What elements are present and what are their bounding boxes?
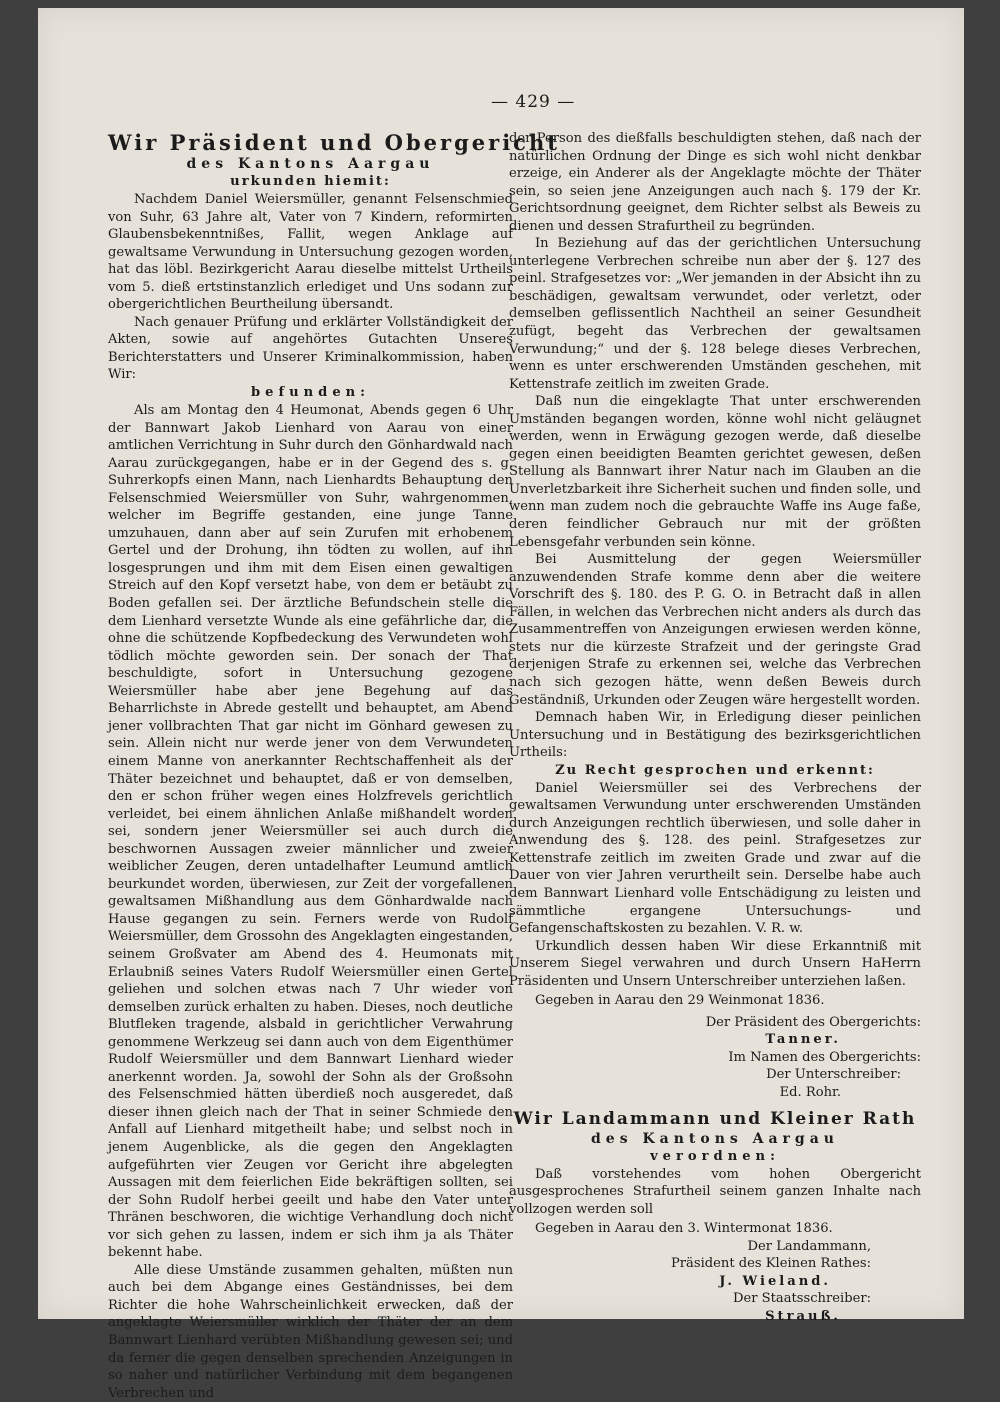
council-subtitle: des Kantons Aargau (591, 1130, 839, 1147)
findings-heading: befunden: (251, 385, 370, 401)
signature-name: J. Wieland. (719, 1273, 831, 1289)
decree-subtitle: des Kantons Aargau (186, 156, 435, 172)
council-title: Wir Landammann und Kleiner Rath (513, 1108, 917, 1129)
signature-title: Der Landammann, (747, 1238, 871, 1254)
issue-date: Gegeben in Aarau den 29 Weinmonat 1836. (535, 993, 825, 1009)
paragraph: Daß nun die eingeklagte That unter erschwerenden Umständen begangen worden, könne wohl nicht geläugnet werden, wenn in Erwägung gezogen werde, daß dieselbe gegen einen beeidigten Beamten gerichtet gewesen, deßen Stellung als Bannwart ihrer Natur nach im Glauben an die Unverletzbarkeit ihre Sicherheit suchen und finden solle, und wenn man zudem noch die gebrauchte Waffe ins Auge faße, deren feindlicher Gebrauch nur mit der größten Lebensgefahr verbunden sein könne. (509, 394, 921, 550)
decree-title: Wir Präsident und Obergericht (108, 130, 560, 155)
decree-lead: urkunden hiemit: (230, 174, 391, 189)
paragraph: Daniel Weiersmüller sei des Verbrechens der gewaltsamen Verwundung unter erschwerenden Umständen durch Anzeigungen rechtlich überwiesen, und solle daher in Anwendung des §. 128. des peinl. Strafgesetzes zur Kettenstrafe zeitlich im zweiten Grade und zwar auf die Dauer von vier Jahren verurtheilt sein. Derselbe habe auch dem Bannwart Lienhard volle Entschädigung zu leisten und sämmtliche ergangene Untersuchungs- und Gefangenschaftskosten zu bezahlen. V. R. w. (509, 780, 921, 937)
page-number: — 429 — (491, 92, 576, 112)
document-page (38, 8, 964, 1401)
paragraph: Nach genauer Prüfung und erklärter Vollständigkeit der Akten, sowie auf angehörtes Gutachten Unseres Berichterstatters und Unserer Kriminalkommission, haben Wir: (108, 314, 513, 383)
signature-name: Tanner. (765, 1032, 841, 1048)
paragraph: Nachdem Daniel Weiersmüller, genannt Felsenschmied von Suhr, 63 Jahre alt, Vater von 7 Kindern, reformirten Glaubensbekenntnißes, Fallit, wegen Anklage auf gewaltsame Verwundung in Untersuchung gezogen worden, hat das löbl. Bezirkgericht Aarau dieselbe mittelst Urtheils vom 5. dieß ertstinstanzlich erlediget und Uns sodann zur obergerichtlichen Beurtheilung übersandt. (108, 192, 513, 313)
signature-name: Ed. Rohr. (779, 1084, 841, 1100)
signature-name: Strauß. (765, 1308, 841, 1324)
paragraph: Als am Montag den 4 Heumonat, Abends gegen 6 Uhr der Bannwart Jakob Lienhard von Aarau von einer amtlichen Verrichtung in Suhr durch den Gönhardwald nach Aarau zurückgegangen, habe er in der Gegend des s. g. Suhrerkopfs einen Mann, nach Lienhardts Behauptung den Felsenschmied Weiersmüller von Suhr, wahrgenommen, welcher im Begriffe gestanden, eine junge Tanne umzuhauen, dann aber auf sein Zurufen mit erhobenem Gertel und der Drohung, ihn tödten zu wollen, auf ihn losgesprungen und ihm mit dem Eisen einen gewaltigen Streich auf den Kopf versetzt habe, von dem er betäubt zu Boden gefallen sei. Der ärztliche Befundschein stelle die dem Lienhard versetzte Wunde als eine gefährliche dar, die ohne die schützende Kopfbedeckung des Verwundeten wohl tödlich möchte geworden sein. Der sonach der That beschuldigte, sofort in Untersuchung gezogene Weiersmüller habe aber jene Begehung auf das Beharrlichste in Abrede gestellt und behauptet, am Abend jener vollbrachten That gar nicht im Gönhard gewesen zu sein. Allein nicht nur werde jener von dem Verwundeten einem Manne von anerkannter Rechtschaffenheit als der Thäter bezeichnet und behauptet, daß er von demselben, den er schon früher wegen eines Holzfrevels gerichtlich verleidet, bei einem ähnlichen Anlaße mißhandelt worden sei, sondern jener Weiersmüller sei auch durch die beschwornen Aussagen zweier männlicher und zweier weiblicher Zeugen, deren untadelhafter Leumund amtlich beurkundet worden, überwiesen, zur Zeit der vorgefallenen gewaltsamen Mißhandlung aus dem Gönhardwalde nach Hause gegangen zu sein. Ferners werde von Rudolf Weiersmüller, dem Grossohn des Angeklagten eingestanden, seinem Großvater am Abend des 4. Heumonats mit Erlaubniß seines Vaters Rudolf Weiersmüller einen Gertel geliehen und solchen etwas nach 7 Uhr wieder von demselben zurück erhalten zu haben. Dieses, noch deutliche Blutfleken tragende, alsbald in gerichtlicher Verwahrung genommene Werkzeug sei dann auch von dem Eigenthümer Rudolf Weiersmüller und dem Bannwart Lienhard wieder anerkennt worden. Ja, sowohl der Sohn als der Großsohn des Felsenschmied hätten überdieß noch ausgeredet, daß dieser ihnen gleich nach der That in seiner Schmiede den Anfall auf Lienhard mitgetheilt habe; und selbst noch in jenem Augenblicke, als die gegen den Angeklagten aufgeführten vier Zeugen vor Gericht ihre abgelegten Aussagen mit dem feierlichen Eide bekräftigen sollten, sei der Sohn Rudolf herbei geeilt und habe den Vater unter Thränen beschworen, die wichtige Verhandlung doch nicht vor sich gehen zu lassen, indem er sich ihm ja als Thäter bekennt habe. (108, 403, 513, 1261)
signature-title: Der Staatsschreiber: (733, 1291, 871, 1307)
council-verb: verordnen: (650, 1148, 780, 1164)
right-column (509, 130, 921, 1325)
signature-title: Der Unterschreiber: (766, 1067, 901, 1083)
signature-title: Im Namen des Obergerichts: (728, 1049, 921, 1065)
paragraph: Demnach haben Wir, in Erledigung dieser peinlichen Untersuchung und in Bestätigung des bezirksgerichtlichen Urtheils: (509, 710, 921, 761)
paragraph: der Person des dießfalls beschuldigten stehen, daß nach der natürlichen Ordnung der Dinge es sich wohl nicht denkbar erzeige, ein Anderer als der Angeklagte möchte der Thäter sein, so seien jene Anzeigungen auch nach §. 179 der Kr. Gerichtsordnung geeignet, dem Richter selbst als Beweis zu dienen und dessen Strafurtheil zu begründen. (509, 131, 921, 234)
paragraph: Urkundlich dessen haben Wir diese Erkanntniß mit Unserem Siegel verwahren und durch Unsern HaHerrn Präsidenten und Unsern Unterschreiber unterziehen laßen. (509, 938, 921, 989)
paragraph: In Beziehung auf das der gerichtlichen Untersuchung unterlegene Verbrechen schreibe nun aber der §. 127 des peinl. Strafgesetzes vor: „Wer jemanden in der Absicht ihn zu beschädigen, gewaltsam verwundet, oder verletzt, oder demselben geflissentlich Nachtheil an seiner Gesundheit zufügt, begeht das Verbrechen der gewaltsamen Verwundung;“ und der §. 128 belege dieses Verbrechen, wenn es unter erschwerenden Umständen geschehen, mit Kettenstrafe zeitlich im zweiten Grade. (509, 236, 921, 392)
paragraph: Bei Ausmittelung der gegen Weiersmüller anzuwendenden Strafe komme denn aber die weitere Vorschrift des §. 180. des P. G. O. in Betracht daß in allen Fällen, in welchen das Verbrechen nicht anders als durch das Zusammentreffen von Anzeigungen erwiesen werden könne, stets nur die kürzeste Strafzeit und der geringste Grad derjenigen Strafe zu erkennen sei, welche das Verbrechen nach sich gezogen hätte, wenn deßen Beweis durch Geständniß, Urkunden oder Zeugen wäre hergestellt worden. (509, 552, 921, 708)
signature-title: Präsident des Kleinen Rathes: (670, 1256, 871, 1272)
issue-date: Gegeben in Aarau den 3. Wintermonat 1836. (535, 1221, 833, 1237)
left-column (108, 130, 560, 1402)
verdict-heading: Zu Recht gesprochen und erkennt: (555, 762, 875, 778)
paragraph: Alle diese Umstände zusammen gehalten, müßten nun auch bei dem Abgange eines Geständnisses, bei dem Richter die hohe Wahrscheinlichkeit erwecken, daß der angeklagte Weiersmüller wirklich der Thäter der an dem Bannwart Lienhard verübten Mißhandlung gewesen sei; und da ferner die gegen denselben sprechenden Anzeigungen in so naher und natürlicher Verbindung mit dem begangenen Verbrechen und (108, 1262, 513, 1401)
paragraph: Daß vorstehendes vom hohen Obergericht ausgesprochenes Strafurtheil seinem ganzen Inhalte nach vollzogen werden soll (509, 1166, 921, 1217)
signature-title: Der Präsident des Obergerichts: (705, 1014, 921, 1030)
